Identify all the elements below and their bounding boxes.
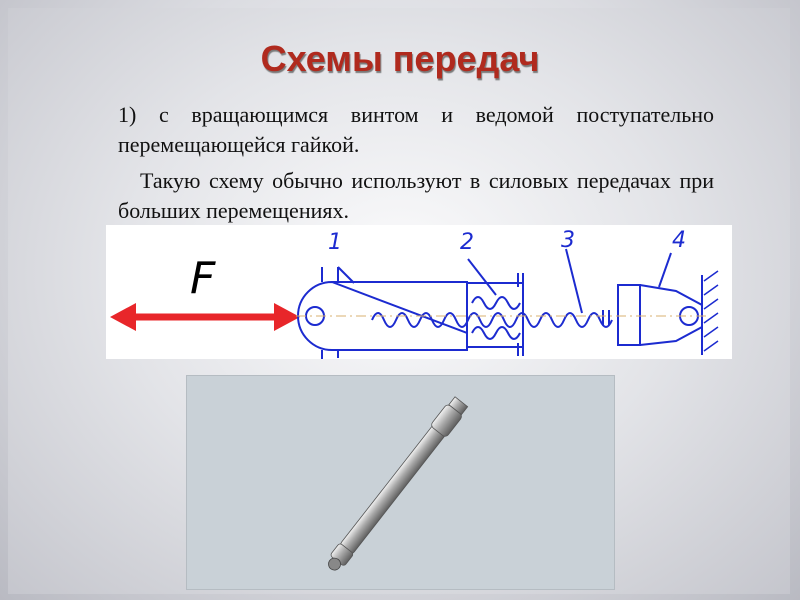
- callout-4: 4: [672, 228, 686, 253]
- callout-3: 3: [561, 228, 575, 253]
- force-arrow: [110, 303, 300, 331]
- callout-1: 1: [328, 230, 342, 255]
- screw-thread: [372, 313, 612, 327]
- screw-jack-photo: [186, 375, 615, 590]
- slide-title: Схемы передач: [260, 38, 540, 79]
- kinematic-scheme-diagram: [106, 225, 732, 359]
- wall-hatch: [704, 271, 718, 351]
- paragraph-scheme-usage: Такую схему обычно используют в силовых передачах при больших перемещениях.: [118, 168, 714, 223]
- paragraph-scheme-description: 1) с вращающимся винтом и ведомой поступательно перемещающейся гайкой.: [118, 102, 714, 157]
- force-label: F: [190, 253, 216, 304]
- callout-2: 2: [460, 230, 474, 255]
- bearing-support: [618, 285, 640, 345]
